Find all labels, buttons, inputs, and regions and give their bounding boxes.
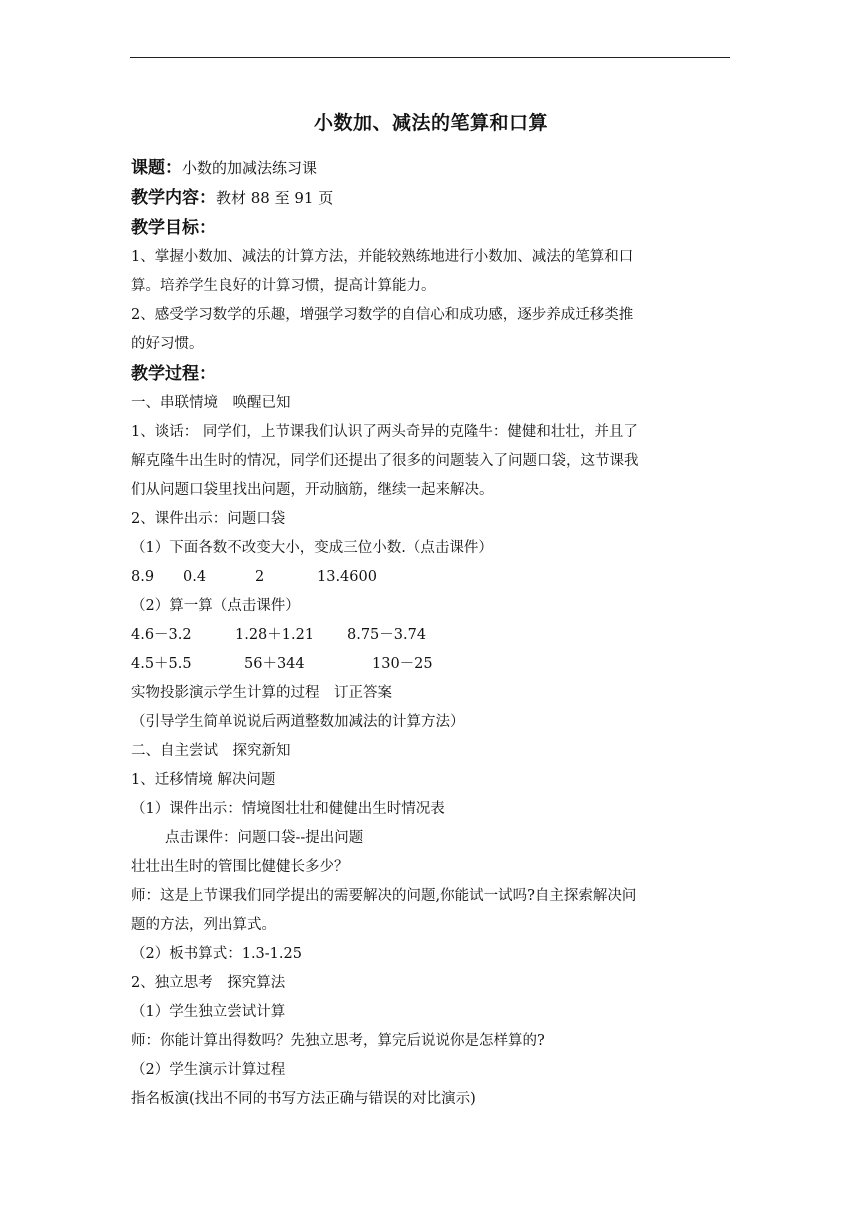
content-label: 教学内容： — [131, 188, 216, 208]
board-line: 指名板演(找出不同的书写方法正确与错误的对比演示) — [131, 1091, 476, 1107]
goal-line: 1、掌握小数加、减法的计算方法，并能较熟练地进行小数加、减法的笔算和口 — [131, 249, 634, 265]
guide-line: （引导学生简单说说后两道整数加减法的计算方法） — [131, 714, 465, 730]
step-1a: （1）课件出示：情境图壮壮和健健出生时情况表 — [131, 801, 445, 817]
teacher-line: 师：这是上节课我们同学提出的需要解决的问题,你能试一试吗?自主探索解决问 — [131, 888, 637, 904]
goal-line: 2、感受学习数学的乐趣，增强学习数学的自信心和成功感，逐步养成迁移类推 — [131, 307, 634, 323]
calc-item: 1.28＋1.21 — [235, 627, 315, 643]
content-value: 教材 88 至 91 页 — [216, 189, 334, 207]
section-1-title: 一、串联情境 唤醒已知 — [131, 395, 291, 411]
calc-item: 4.6－3.2 — [131, 627, 192, 643]
talk-line: 1、谈话： 同学们，上节课我们认识了两头奇异的克隆牛：健健和壮壮，并且了 — [131, 424, 638, 440]
header-rule — [130, 57, 730, 58]
goal-line: 算。培养学生良好的计算习惯，提高计算能力。 — [131, 278, 436, 294]
document-body — [131, 108, 731, 1114]
step-2b: （2）学生演示计算过程 — [131, 1062, 286, 1078]
step-1a-click: 点击课件：问题口袋--提出问题 — [165, 830, 364, 846]
calc-item: 8.75－3.74 — [347, 627, 427, 643]
projection-line: 实物投影演示学生计算的过程 订正答案 — [131, 685, 392, 701]
teacher-line-2: 师：你能计算出得数吗？先独立思考，算完后说说你是怎样算的? — [131, 1033, 545, 1049]
question-2: （2）算一算（点击课件） — [131, 598, 300, 614]
number-item: 2 — [255, 569, 265, 585]
step-1: 1、迁移情境 解决问题 — [131, 772, 276, 788]
talk-line: 解克隆牛出生时的情况，同学们还提出了很多的问题装入了问题口袋，这节课我 — [131, 453, 639, 469]
calc-item: 56＋344 — [244, 656, 305, 672]
process-label: 教学过程： — [131, 364, 216, 384]
calc-item: 4.5＋5.5 — [131, 656, 192, 672]
number-item: 8.9 — [131, 569, 155, 585]
section-2-title: 二、自主尝试 探究新知 — [131, 743, 291, 759]
numbers-row — [131, 563, 731, 592]
courseware-show: 2、课件出示：问题口袋 — [131, 511, 286, 527]
document-title: 小数加、减法的笔算和口算 — [313, 112, 548, 134]
calc-item: 130－25 — [372, 656, 433, 672]
step-2a: （1）学生独立尝试计算 — [131, 1004, 286, 1020]
number-item: 13.4600 — [317, 569, 377, 585]
step-2: 2、独立思考 探究算法 — [131, 975, 286, 991]
content-line — [131, 183, 731, 213]
topic-label: 课题： — [131, 158, 182, 178]
topic-line — [131, 153, 731, 183]
calc-row-1 — [131, 621, 731, 650]
question-line: 壮壮出生时的管围比健健长多少？ — [131, 859, 349, 875]
step-1b: （2）板书算式：1.3-1.25 — [131, 946, 302, 962]
goal-label: 教学目标： — [131, 218, 216, 238]
number-item: 0.4 — [183, 569, 207, 585]
calc-row-2 — [131, 650, 731, 679]
process-heading — [131, 359, 731, 389]
goal-line: 的好习惯。 — [131, 336, 204, 352]
question-1: （1）下面各数不改变大小，变成三位小数.（点击课件） — [131, 540, 493, 556]
teacher-line: 题的方法，列出算式。 — [131, 917, 276, 933]
talk-line: 们从问题口袋里找出问题，开动脑筋，继续一起来解决。 — [131, 482, 494, 498]
goal-heading — [131, 213, 731, 243]
topic-value: 小数的加减法练习课 — [182, 159, 318, 177]
